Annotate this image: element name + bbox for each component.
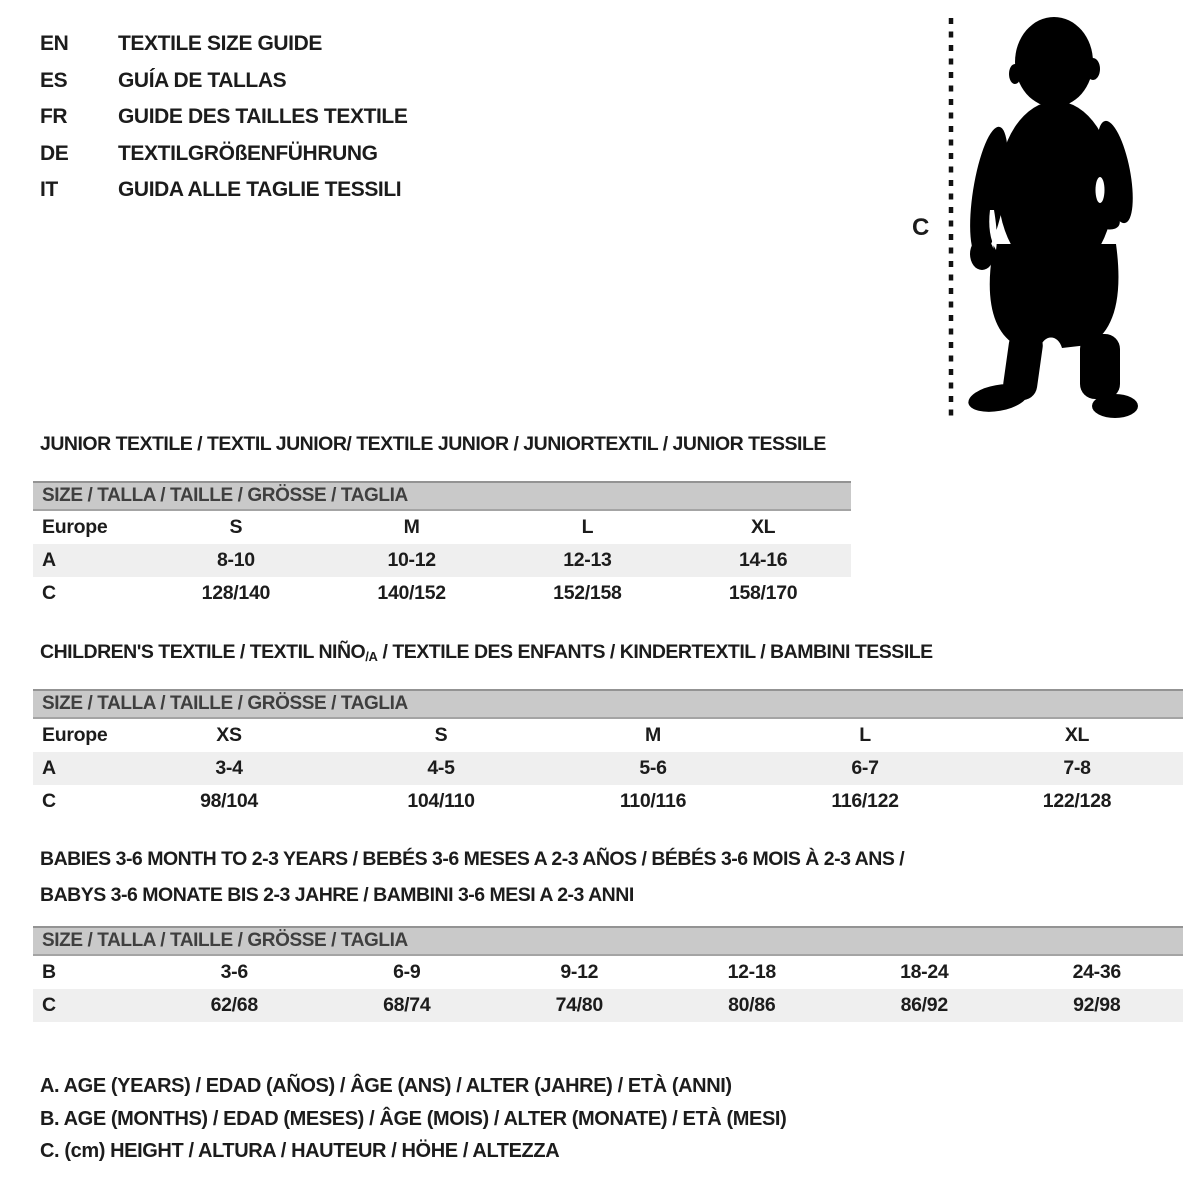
legend-line-b: B. AGE (MONTHS) / EDAD (MESES) / ÂGE (MOIS) / ALTER (MONATE) / ETÀ (MESI) bbox=[40, 1107, 787, 1130]
height-value: 98/104 bbox=[200, 790, 258, 812]
table-row bbox=[33, 577, 851, 610]
table-row bbox=[33, 956, 1183, 989]
lang-row-en bbox=[40, 26, 407, 63]
guide-title-it: GUIDA ALLE TAGLIE TESSILI bbox=[118, 178, 402, 202]
legend-line-a: A. AGE (YEARS) / EDAD (AÑOS) / ÂGE (ANS) / ALTER (JAHRE) / ETÀ (ANNI) bbox=[40, 1075, 732, 1097]
size-value: M bbox=[403, 516, 420, 538]
height-value: 86/92 bbox=[900, 994, 948, 1016]
size-value: S bbox=[434, 724, 448, 746]
guide-title-de: TEXTILGRÖßENFÜHRUNG bbox=[118, 141, 378, 165]
table-row bbox=[33, 752, 1183, 785]
size-value: S bbox=[229, 516, 243, 538]
table-row bbox=[33, 544, 851, 577]
table-row bbox=[33, 989, 1183, 1022]
size-value: L bbox=[581, 516, 594, 538]
row-label: B bbox=[42, 961, 56, 983]
lang-row-es bbox=[40, 63, 407, 100]
height-value: 104/110 bbox=[407, 790, 475, 812]
guide-title-fr: GUIDE DES TAILLES TEXTILE bbox=[118, 105, 408, 129]
babies-title-line1: BABIES 3-6 MONTH TO 2-3 YEARS / BEBÉS 3-6 MESES A 2-3 AÑOS / BÉBÉS 3-6 MOIS À 2-3 ANS / bbox=[40, 848, 905, 870]
babies-title-line2: BABYS 3-6 MONATE BIS 2-3 JAHRE / BAMBINI 3-6 MESI A 2-3 ANNI bbox=[40, 883, 634, 906]
height-value: 128/140 bbox=[201, 582, 271, 604]
size-value: XL bbox=[1064, 724, 1090, 746]
height-measure-label: C bbox=[912, 214, 929, 241]
language-title-list bbox=[40, 26, 407, 209]
height-value: 74/80 bbox=[555, 994, 603, 1016]
height-value: 116/122 bbox=[831, 790, 899, 812]
height-value: 140/152 bbox=[377, 582, 446, 604]
height-value: 152/158 bbox=[553, 582, 622, 604]
children-section-title bbox=[40, 640, 933, 666]
age-value: 12-18 bbox=[727, 961, 776, 983]
size-value: XS bbox=[216, 724, 242, 746]
height-value: 158/170 bbox=[728, 582, 798, 604]
row-label: A bbox=[42, 549, 56, 571]
age-value: 6-7 bbox=[851, 757, 879, 779]
height-value: 62/68 bbox=[210, 994, 258, 1016]
table-row bbox=[33, 785, 1183, 818]
age-value: 18-24 bbox=[900, 961, 949, 983]
lang-code: EN bbox=[40, 32, 69, 56]
lang-code: IT bbox=[40, 178, 58, 202]
row-label: Europe bbox=[42, 516, 108, 538]
junior-section-title: JUNIOR TEXTILE / TEXTIL JUNIOR/ TEXTILE JUNIOR / JUNIORTEXTIL / JUNIOR TESSILE bbox=[40, 433, 826, 455]
babies-section-title bbox=[40, 842, 904, 913]
size-value: L bbox=[859, 724, 871, 746]
lang-row-fr bbox=[40, 99, 407, 136]
age-value: 6-9 bbox=[393, 961, 421, 983]
row-label: C bbox=[42, 790, 56, 812]
age-value: 12-13 bbox=[563, 549, 612, 571]
age-value: 9-12 bbox=[560, 961, 599, 983]
age-value: 14-16 bbox=[738, 549, 788, 571]
table-header: SIZE / TALLA / TAILLE / GRÖSSE / TAGLIA bbox=[33, 481, 851, 511]
lang-code: FR bbox=[40, 105, 68, 129]
height-value: 122/128 bbox=[1042, 790, 1112, 812]
junior-size-table bbox=[33, 481, 851, 610]
age-value: 8-10 bbox=[216, 549, 255, 571]
age-value: 5-6 bbox=[639, 757, 667, 779]
height-value: 92/98 bbox=[1073, 994, 1121, 1016]
toddler-silhouette-icon bbox=[932, 14, 1142, 424]
height-value: 80/86 bbox=[728, 994, 776, 1016]
babies-size-table bbox=[33, 926, 1183, 1022]
measure-legend bbox=[40, 1070, 786, 1168]
age-value: 24-36 bbox=[1072, 961, 1121, 983]
children-title-pre: CHILDREN'S TEXTILE / TEXTIL NIÑO bbox=[40, 641, 366, 663]
guide-title-es: GUÍA DE TALLAS bbox=[118, 68, 287, 92]
row-label: A bbox=[42, 757, 56, 779]
lang-code: DE bbox=[40, 141, 69, 165]
age-value: 3-6 bbox=[220, 961, 248, 983]
children-size-table bbox=[33, 689, 1183, 818]
lang-row-de bbox=[40, 136, 407, 173]
height-value: 68/74 bbox=[383, 994, 431, 1016]
guide-title-en: TEXTILE SIZE GUIDE bbox=[118, 32, 322, 56]
size-value: M bbox=[645, 724, 661, 746]
row-label: C bbox=[42, 582, 56, 604]
size-value: XL bbox=[750, 516, 776, 538]
lang-row-it bbox=[40, 172, 407, 209]
age-value: 10-12 bbox=[387, 549, 436, 571]
children-title-post: / TEXTILE DES ENFANTS / KINDERTEXTIL / BAMBINI TESSILE bbox=[377, 641, 933, 663]
row-label: C bbox=[42, 994, 56, 1016]
age-value: 3-4 bbox=[215, 757, 243, 779]
table-row bbox=[33, 511, 851, 544]
row-label: Europe bbox=[42, 724, 108, 746]
legend-line-c: C. (cm) HEIGHT / ALTURA / HAUTEUR / HÖHE / ALTEZZA bbox=[40, 1140, 560, 1162]
age-value: 4-5 bbox=[427, 757, 455, 779]
height-value: 110/116 bbox=[619, 790, 687, 812]
children-title-sub: /A bbox=[365, 649, 378, 664]
lang-code: ES bbox=[40, 68, 68, 92]
table-header: SIZE / TALLA / TAILLE / GRÖSSE / TAGLIA bbox=[33, 926, 1183, 956]
age-value: 7-8 bbox=[1063, 757, 1091, 779]
table-row bbox=[33, 719, 1183, 752]
table-header: SIZE / TALLA / TAILLE / GRÖSSE / TAGLIA bbox=[33, 689, 1183, 719]
